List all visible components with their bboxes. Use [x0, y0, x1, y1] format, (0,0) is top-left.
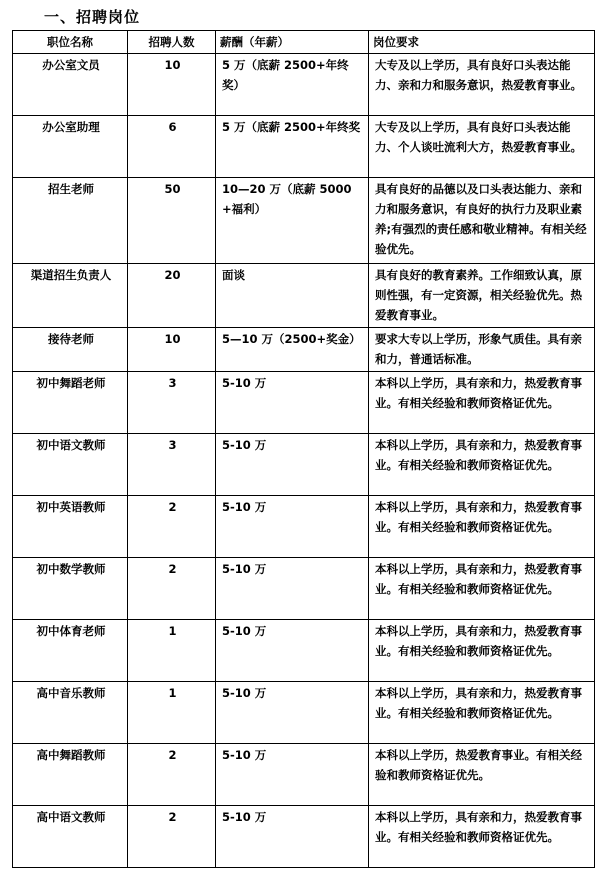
requirements-cell: 本科以上学历，具有亲和力，热爱教育事业。有相关经验和教师资格证优先。 [369, 620, 595, 682]
headcount-cell: 10 [128, 328, 216, 372]
requirements-cell: 大专及以上学历，具有良好口头表达能力、亲和力和服务意识，热爱教育事业。 [369, 54, 595, 116]
requirements-cell: 本科以上学历，具有亲和力，热爱教育事业。有相关经验和教师资格证优先。 [369, 558, 595, 620]
position-name-cell: 初中数学教师 [13, 558, 128, 620]
table-row [13, 434, 595, 496]
table-row [13, 682, 595, 744]
position-name-cell: 办公室助理 [13, 116, 128, 178]
table-row [13, 620, 595, 682]
requirements-cell: 本科以上学历，具有亲和力，热爱教育事业。有相关经验和教师资格证优先。 [369, 806, 595, 868]
requirements-cell: 要求大专以上学历，形象气质佳。具有亲和力，普通话标准。 [369, 328, 595, 372]
position-name-cell: 初中舞蹈老师 [13, 372, 128, 434]
headcount-cell: 2 [128, 558, 216, 620]
table-row [13, 116, 595, 178]
salary-cell: 面谈 [216, 264, 369, 328]
salary-cell: 5-10 万 [216, 372, 369, 434]
position-name-cell: 初中英语教师 [13, 496, 128, 558]
salary-cell: 10—20 万（底薪 5000+福利） [216, 178, 369, 264]
headcount-cell: 2 [128, 806, 216, 868]
salary-cell: 5-10 万 [216, 558, 369, 620]
position-name-cell: 高中语文教师 [13, 806, 128, 868]
headcount-cell: 3 [128, 372, 216, 434]
table-row [13, 496, 595, 558]
table-row [13, 806, 595, 868]
table-row [13, 328, 595, 372]
recruitment-table [12, 30, 595, 868]
salary-cell: 5-10 万 [216, 806, 369, 868]
headcount-cell: 2 [128, 496, 216, 558]
header-position-name: 职位名称 [13, 31, 128, 54]
salary-cell: 5-10 万 [216, 744, 369, 806]
salary-cell: 5—10 万（2500+奖金） [216, 328, 369, 372]
requirements-cell: 具有良好的品德以及口头表达能力、亲和力和服务意识，有良好的执行力及职业素养;有强烈的责任感和敬业精神。有相关经验优先。 [369, 178, 595, 264]
table-row [13, 558, 595, 620]
salary-cell: 5-10 万 [216, 496, 369, 558]
position-name-cell: 招生老师 [13, 178, 128, 264]
salary-cell: 5 万（底薪 2500+年终奖） [216, 54, 369, 116]
requirements-cell: 本科以上学历，具有亲和力，热爱教育事业。有相关经验和教师资格证优先。 [369, 434, 595, 496]
requirements-cell: 大专及以上学历，具有良好口头表达能力、个人谈吐流利大方，热爱教育事业。 [369, 116, 595, 178]
headcount-cell: 50 [128, 178, 216, 264]
salary-cell: 5-10 万 [216, 620, 369, 682]
headcount-cell: 20 [128, 264, 216, 328]
header-salary: 薪酬（年薪） [216, 31, 369, 54]
requirements-cell: 本科以上学历，具有亲和力，热爱教育事业。有相关经验和教师资格证优先。 [369, 372, 595, 434]
table-row [13, 744, 595, 806]
salary-cell: 5-10 万 [216, 682, 369, 744]
requirements-cell: 本科以上学历，热爱教育事业。有相关经验和教师资格证优先。 [369, 744, 595, 806]
position-name-cell: 高中舞蹈教师 [13, 744, 128, 806]
position-name-cell: 接待老师 [13, 328, 128, 372]
headcount-cell: 2 [128, 744, 216, 806]
table-row [13, 54, 595, 116]
header-headcount: 招聘人数 [128, 31, 216, 54]
requirements-cell: 本科以上学历，具有亲和力，热爱教育事业。有相关经验和教师资格证优先。 [369, 496, 595, 558]
salary-cell: 5 万（底薪 2500+年终奖 [216, 116, 369, 178]
position-name-cell: 渠道招生负责人 [13, 264, 128, 328]
headcount-cell: 6 [128, 116, 216, 178]
headcount-cell: 1 [128, 620, 216, 682]
headcount-cell: 3 [128, 434, 216, 496]
position-name-cell: 初中体育老师 [13, 620, 128, 682]
section-title: 一、招聘岗位 [44, 8, 141, 26]
headcount-cell: 10 [128, 54, 216, 116]
table-row [13, 372, 595, 434]
headcount-cell: 1 [128, 682, 216, 744]
salary-cell: 5-10 万 [216, 434, 369, 496]
table-header-row [13, 31, 595, 54]
requirements-cell: 本科以上学历，具有亲和力，热爱教育事业。有相关经验和教师资格证优先。 [369, 682, 595, 744]
table-row [13, 178, 595, 264]
position-name-cell: 办公室文员 [13, 54, 128, 116]
position-name-cell: 初中语文教师 [13, 434, 128, 496]
requirements-cell: 具有良好的教育素养。工作细致认真，原则性强，有一定资源，相关经验优先。热爱教育事业。 [369, 264, 595, 328]
table-row [13, 264, 595, 328]
header-requirements: 岗位要求 [369, 31, 595, 54]
position-name-cell: 高中音乐教师 [13, 682, 128, 744]
